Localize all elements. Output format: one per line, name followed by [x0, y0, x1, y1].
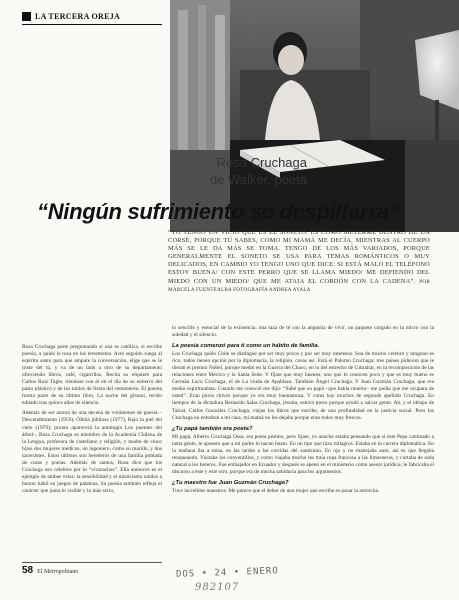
- deck-line-1: Rosa Cruchaga: [216, 155, 307, 170]
- section-rule: [22, 24, 162, 25]
- body-paragraph: lo sencillo y esencial de la existencia: una taza de té con la angustia de vivir, un paquete cargado en la micro con la soledad y el silencio.: [172, 325, 434, 339]
- body-paragraph: Los Cruchaga quién Chile se distingue por ser muy pocos y por ser muy interesos. Son de mucho cerebro y ninguno es rico, todos tienen opción por la diplomacia, la religión, cosas así. Está el Palomo Cruchaga: tres países pidieron que le dieran el premio Nobel, porque medió en la Guerra del Chaco, en lo del estrecho de Gibraltar, en la recomposición de las relaciones entre México y la Santa Sede. Y fíjate que muy buenos; uno que lo conocen poco y que es muy bueno es Germán Luco Cruchaga, el de La viuda de Apablaza. También Ángel Cruchaga. Y Juan Guzmán Cruchaga, que era medio espiritualista. Cuando me conoció me dijo: “Sabé que su papá –que había muerto– me pedía que me ocupara de usted”. Eran puros chivos porque yo era muy buenamoza. Y curas hay muchos de segundo apellido Cruchaga. En tiempos de la dictadura Bernardo Salas Cruchaga, jesuita, estuvo preso porque ayudó a salvar gente. Ah, y el obispo de Talcat, Carlos González Cruchaga, viejas los libros que escribe, de una profundidad en la justicia social. Pero los Cruchaga no entraban a mi casa, mi mamá no les dejaba porque eran todos muy frescos.: [172, 351, 434, 421]
- deck: [210, 154, 307, 188]
- body-paragraph: Mi papá, Alberto Cruchaga Ossa, era poeta pésimo, pero fijate, yo anoche estaba pensando que si este Pepa caminado a tanta gente, te apuesto que a mi padre lo hacen beato. En un tipo que hizo milagros. Estaba en la carrera diplomática. En la mañana iba a misa, en las tardes a las corridas del santísimo. En ojo y no manejaba auto, así es que llegaba renqueando. Visitaba los conventillos, y como viajaba mucho les traía ropa francesa a las limosneras, y cortaba de seda natural a los boteros. Fue embajador en Ecuador y después se apenó en el ministerio como asesor jurídico; le fabricaba el discurso a éste y este otro, porque era de mucha sabiduría para los argumentos.: [172, 433, 434, 475]
- magazine-name: El Metropolitano: [37, 569, 79, 575]
- body-paragraph: Rosa Cruchaga parte preguntando si una es católica, si escribe poesía, a quién le reza en los terremotos. Acto seguido ruega al espíritu santo para que ampare la conversación, elige que se le triste del tú, y va de un lado a otro de su departamento ofreciendo libros, café, cigarrillos. Recita su réquiem para Carlos Ruiz Tagle, riéndose con él en el día de su entierro del pasto plástico y de los toldos de fiesta del cementerio. El poema forma parte de su último libro, La noche del girasol, recién editado tras quince años de silencio.: [22, 344, 162, 407]
- interview-question: ¿Tu maestro fue Juan Guzmán Cruchaga?: [172, 479, 289, 486]
- handwritten-catalog-number: 982107: [195, 582, 240, 593]
- footer-rule: [22, 562, 162, 563]
- section-square-icon: [22, 12, 31, 21]
- lead-paragraph: [168, 229, 430, 294]
- portrait-photo: [170, 0, 459, 232]
- interview-question: La poesía comenzó para ti como un hábito de familia.: [172, 343, 320, 350]
- byline-credit: POR MARCELA FUENTEALBA FOTOGRAFÍA ANDREA AYALA: [168, 278, 430, 293]
- article-column-right: [172, 325, 434, 498]
- body-paragraph: Además de ser autora de una decena de volúmenes de poesía –Descendimiento (1959), Ófelia júbilosa (1977), Rajo la piel del cielo (1979); pronto aparecerá la antología Los puentes del árbol–, Rosa Cruchaga es miembro de la Academia Chilena de la Lengua, profesora de castellano y religión, y madre de cinco hijos dos mujeres médicos, un ingeniero, como su marido, y dos sacerdotes. Estos últimos son herederos de una familia poblada de curas y poetas. Además de santos, Rosa dice que los Cruchaga son célebres por lo “vivarachos”. Ella entonces es el ejemplo de ambas vetas: la sensibilidad y el misticismo unidos a humor hábil en juegos de palabras. Su poesía también refleja el carácter que junta lo visible y lo más serio,: [22, 410, 162, 494]
- article-column-left: [22, 344, 162, 498]
- lead-text: “YO TENGO UN VICIO QUE ES EL SONETO. ES COMO METERME DENTRO DE UN CORSÉ, PORQUE TÚ SABES, COMO MI MAMÁ ME DECÍA, MIENTRAS AL CUERPO MÁS SE LE DA MÁS SE TOMA. TENGO DE LOS MÁS VARIADOS, PORQUE GENERALMENTE EL SONETO SE USA PARA TEMAS ROMÁNTICOS O MUY DELICADOS, EN CAMBIO YO TENGO UNO QUE DICE: SI ESTÁ MALO EL TELÉFONO ESTOY BUENA/ CON ESTE PERRO QUE SE LLAMA MIEDO/ ME DEFIENDO DEL MIEDO CON UN MIEDO/ QUE ME ATAJA EL CORDÓN CON LA CADENA”.: [168, 229, 430, 285]
- section-header: [22, 12, 120, 21]
- section-label: LA TERCERA OREJA: [35, 12, 121, 21]
- interview-question: ¿Tu papá también era poeta?: [172, 425, 253, 432]
- deck-line-2: de Walker, poeta: [209, 172, 307, 187]
- page-number: 58: [22, 565, 34, 576]
- headline: “Ningún sufrimiento se despilfarra”: [37, 199, 400, 224]
- body-paragraph: Tuve increíbles maestros. Me parece que el deber de uno mujer que escribe es pasar la antorcha.: [172, 487, 380, 494]
- page-footer: [22, 565, 78, 576]
- handwritten-date-stamp: DOS • 24 • ENERO: [175, 566, 279, 580]
